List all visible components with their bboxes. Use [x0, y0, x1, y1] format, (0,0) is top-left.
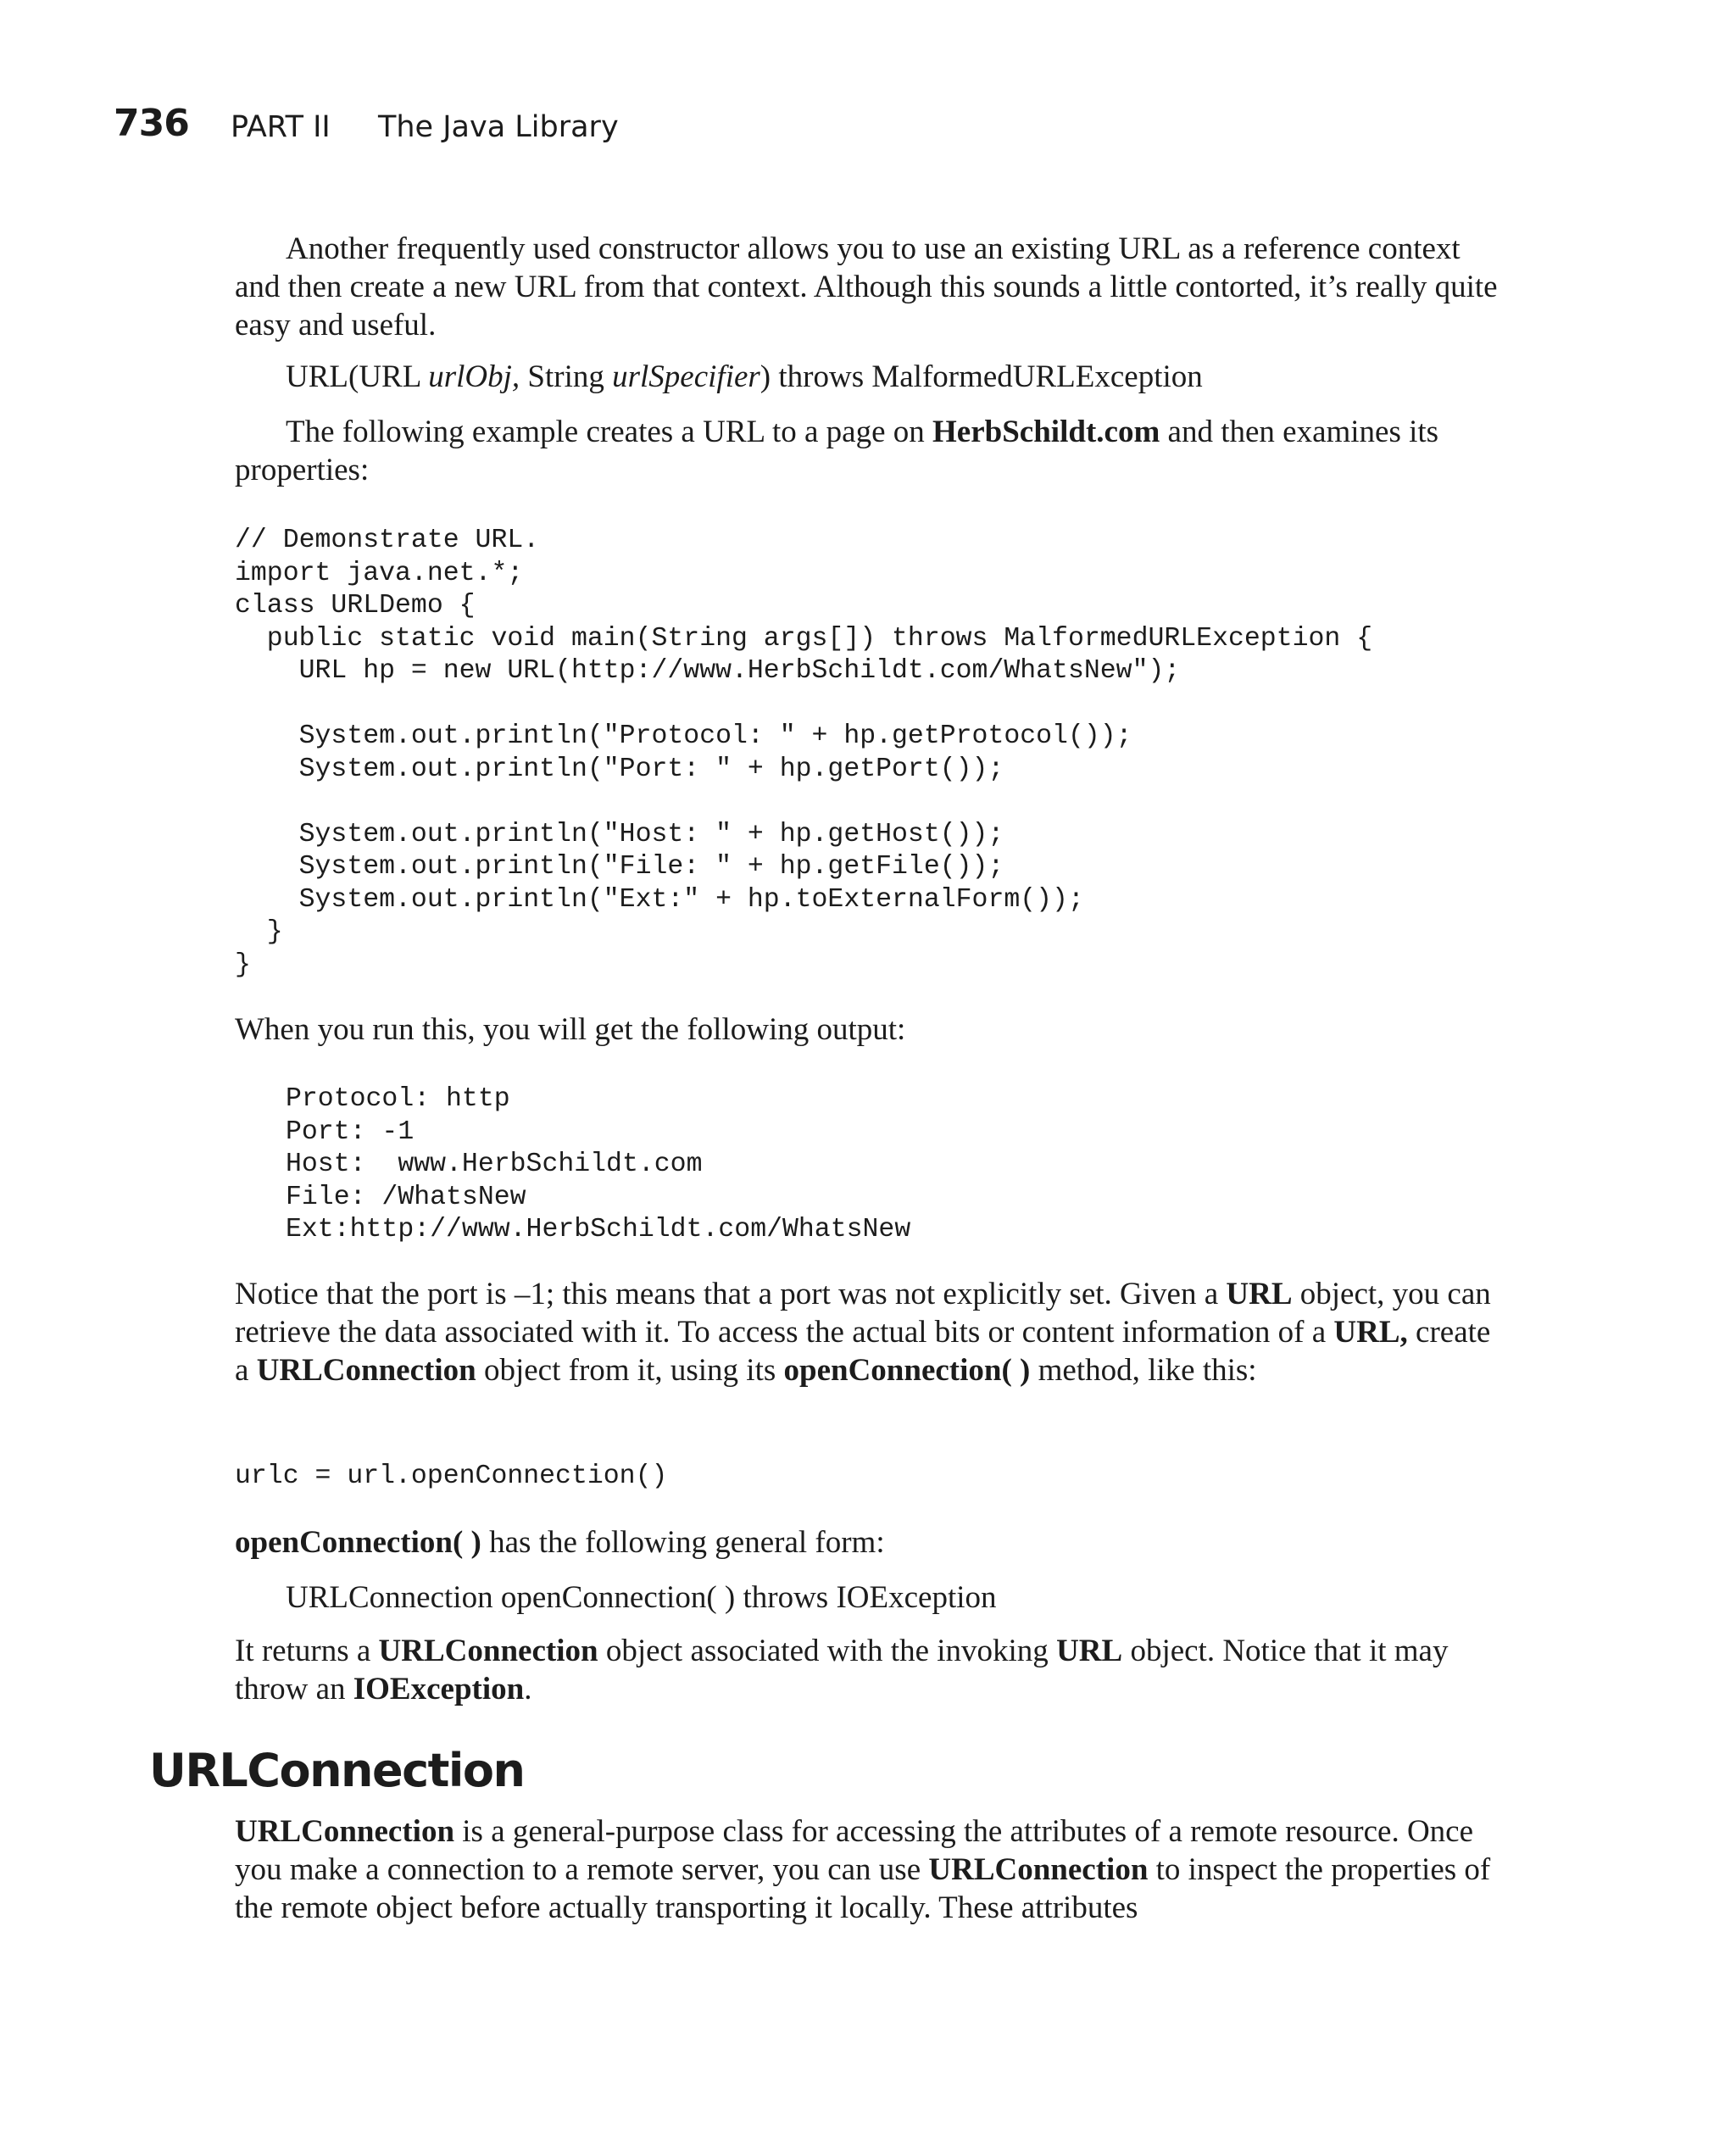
text-run: create a	[235, 1315, 1491, 1388]
bold-term: URLConnection	[378, 1634, 598, 1668]
section-heading: URLConnection	[149, 1744, 525, 1797]
bold-term: URL	[1056, 1634, 1123, 1668]
text-run: is a general-purpose class for accessing the attributes of a remote resource. Once you make a connection to a remote server, you can use	[235, 1814, 1474, 1887]
bold-term: HerbSchildt.com	[932, 415, 1160, 449]
paragraph-url-context-constructor: Another frequently used constructor allows you to use an existing URL as a reference context and then create a new URL from that context. Although this sounds a little contorted, it’s really quite easy and useful.	[235, 231, 1498, 342]
text-run: .	[524, 1672, 532, 1706]
bold-term: URLConnection	[235, 1814, 455, 1849]
text-run: Notice that the port is –1; this means that a port was not explicitly set. Given a	[235, 1277, 1227, 1311]
part-label: PART II	[231, 110, 331, 144]
constructor-signature	[286, 358, 1203, 396]
signature-part: String	[520, 359, 613, 394]
paragraph-run-output-intro: When you run this, you will get the following output:	[235, 1012, 906, 1047]
text-run: It returns a	[235, 1634, 379, 1668]
book-title: The Java Library	[378, 110, 619, 144]
program-output-listing: Protocol: http Port: -1 Host: www.HerbSchildt.com File: /WhatsNew Ext:http://www.HerbSchildt.com/WhatsNew	[286, 1084, 911, 1244]
text-run: and then examines its properties:	[235, 415, 1439, 487]
code-listing-urldemo: // Demonstrate URL. import java.net.*; class URLDemo { public static void main(String args[]) throws MalformedURLException { URL hp = new URL(http://www.HerbSchildt.com/WhatsNew"); System.out.println("Protocol: " + hp.getProtocol()); System.out.println("Port: " + hp.getPort()); System.out.println("Host: " + hp.getHost()); System.out.println("File: " + hp.getFile()); System.out.println("Ext:" + hp.toExternalForm()); } }	[235, 526, 1373, 980]
paragraph-example-intro	[235, 413, 1506, 489]
paragraph-port-explanation	[235, 1275, 1506, 1389]
paragraph-general-form-intro	[235, 1523, 1506, 1562]
code-snippet-open-connection: urlc = url.openConnection()	[235, 1461, 668, 1491]
text-run: method, like this:	[1030, 1353, 1257, 1388]
paragraph-urlconnection-description	[235, 1812, 1506, 1927]
text-run: has the following general form:	[481, 1525, 885, 1560]
signature-param: urlObj,	[428, 359, 520, 394]
text-run: to inspect the properties of the remote object before actually transporting it locally. These attributes	[235, 1852, 1491, 1925]
text-run: object from it, using its	[476, 1353, 784, 1388]
text-run: object. Notice that it may throw an	[235, 1634, 1449, 1706]
page-number: 736	[114, 102, 189, 145]
bold-term: URLConnection	[928, 1852, 1149, 1887]
method-signature: URLConnection openConnection( ) throws IOException	[286, 1580, 997, 1615]
bold-term: IOException	[353, 1672, 525, 1706]
paragraph-returns-urlconnection	[235, 1632, 1506, 1708]
bold-term: openConnection( )	[783, 1353, 1031, 1388]
signature-part: ) throws MalformedURLException	[760, 359, 1203, 394]
text-run: object associated with the invoking	[598, 1634, 1057, 1668]
bold-term: URLConnection	[256, 1353, 476, 1388]
text-run: object, you can retrieve the data associated with it. To access the actual bits or content information of a	[235, 1277, 1491, 1350]
bold-term: openConnection( )	[235, 1525, 481, 1560]
bold-term: URL	[1226, 1277, 1293, 1311]
signature-part: URL(URL	[286, 359, 429, 394]
signature-param: urlSpecifier	[612, 359, 760, 394]
bold-term: URL,	[1333, 1315, 1408, 1350]
text-run: The following example creates a URL to a page on	[286, 415, 933, 449]
